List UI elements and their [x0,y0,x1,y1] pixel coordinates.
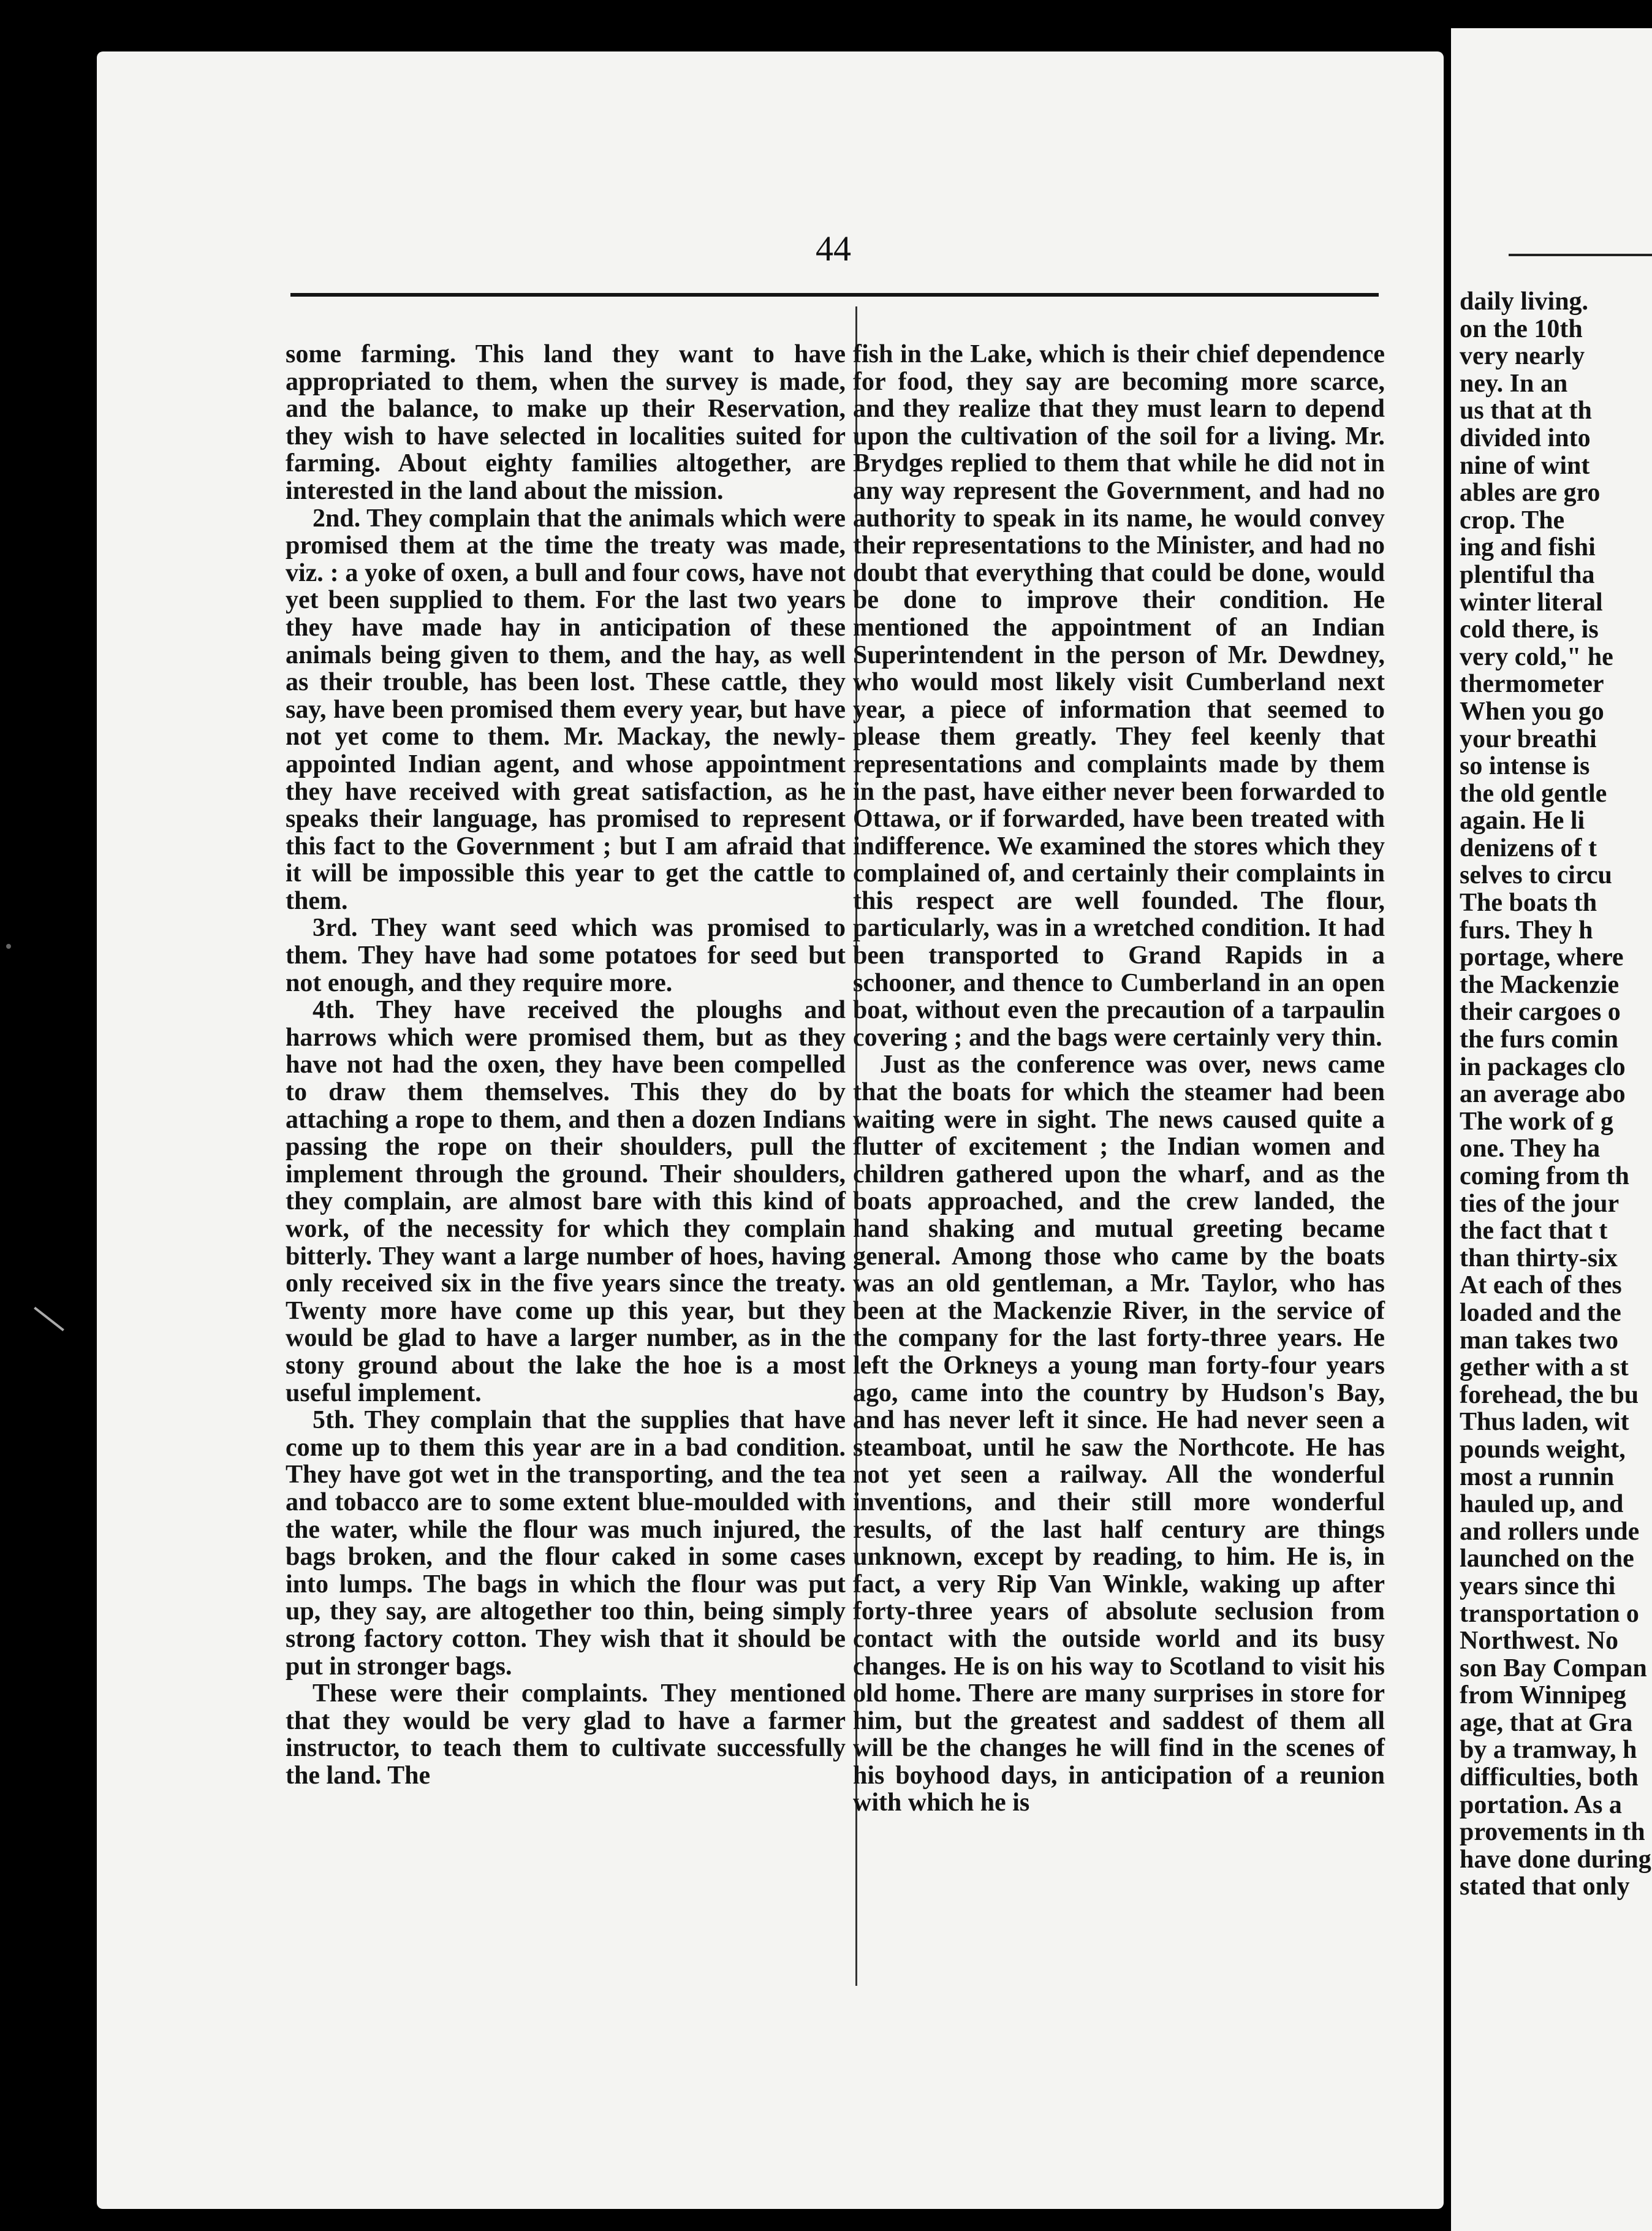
text-line: and rollers unde [1460,1517,1640,1546]
right-page-rule [1509,254,1652,256]
text-line: again. He li [1460,807,1585,835]
text-line: the furs comin [1460,1025,1618,1054]
paragraph: 3rd. They want seed which was promised to them. They have had some potatoes for seed but not enough, and they require more. [286,914,846,997]
paragraph: 2nd. They complain that the animals which were promised them at the time the treaty was made, viz. : a yoke of oxen, a bull and four cows, have not yet been supplied to them. For the last two years they have made hay in anticipation of these animals being given to them, and the hay, as well as their trouble, has been lost. These cattle, they say, have been promised them every year, but have not yet come to them. Mr. Mackay, the newly-appointed Indian agent, and whose appointment they have received with great satisfaction, as he speaks their language, has promised to represent this fact to the Government ; but I am afraid that it will be impossible this year to get the cattle to them. [286,504,846,915]
text-line: ing and fishi [1460,533,1596,562]
text-line: have done during [1460,1845,1651,1874]
text-line: The work of g [1460,1107,1613,1136]
middle-text-column [853,341,1385,1817]
header-rule [290,293,1379,297]
text-line: age, that at Gra [1460,1708,1633,1737]
margin-speck [6,944,11,949]
text-line: portage, where [1460,943,1624,972]
text-line: than thirty-six [1460,1244,1618,1272]
left-text-column [286,341,846,1789]
paragraph: 5th. They complain that the supplies that have come up to them this year are in a bad condition. They have got wet in the transporting, and the tea and tobacco are to some extent blue-moulded with the water, while the flour was much injured, the bags broken, and the flour caked in some cases into lumps. The bags in which the flour was put up, they say, are altogether too thin, being simply strong factory cotton. They wish that it should be put in stronger bags. [286,1406,846,1681]
text-line: launched on the [1460,1545,1634,1573]
text-line: loaded and the [1460,1298,1621,1327]
text-line: hauled up, and [1460,1490,1624,1519]
text-line: transportation o [1460,1599,1639,1628]
right-page-text-fragments [1460,288,1652,1901]
text-line: their cargoes o [1460,998,1621,1027]
text-line: divided into [1460,424,1591,452]
page-number: 44 [816,229,851,268]
text-line: The boats th [1460,889,1597,918]
text-line: ables are gro [1460,479,1601,507]
text-line: Northwest. No [1460,1627,1618,1655]
paragraph: fish in the Lake, which is their chief dependence for food, they say are becoming more scarce, and they realize that they must learn to depend upon the cultivation of the soil for a living. Mr. Brydges replied to them that while he did not in any way represent the Government, and had no authority to speak in its name, he would convey their representations to the Minister, and had no doubt that everything that could be done, would be done to improve their condition. He mentioned the appointment of an Indian Superintendent in the person of Mr. Dewdney, who would most likely visit Cumberland next year, a piece of information that seemed to please them greatly. They feel keenly that representations and complaints made by them in the past, have either never been forwarded to Ottawa, or if forwarded, have been treated with indifference. We examined the stores which they complained of, and certainly their complaints in this respect are well founded. The flour, particularly, was in a wretched condition. It had been transported to Grand Rapids in a schooner, and thence to Cumberland in an open boat, without even the precaution of a tarpaulin covering ; and the bags were certainly very thin. [853,340,1385,1052]
text-line: years since thi [1460,1572,1616,1600]
text-line: crop. The [1460,506,1565,534]
text-line: one. They ha [1460,1135,1601,1163]
text-line: denizens of t [1460,834,1597,862]
text-line: the fact that t [1460,1217,1608,1245]
text-line: very cold," he [1460,642,1613,671]
text-line: portation. As a [1460,1790,1622,1819]
text-line: gether with a st [1460,1353,1629,1382]
text-line: provements in th [1460,1818,1645,1847]
text-line: difficulties, both [1460,1763,1639,1792]
text-line: in packages clo [1460,1052,1626,1081]
paragraph: These were their complaints. They mentioned that they would be very glad to have a farmer instructor, to teach them to cultivate successfully the land. The [286,1679,846,1790]
text-line: nine of wint [1460,451,1590,480]
paragraph: Just as the conference was over, news came that the boats for which the steamer had been waiting were in sight. The news caused quite a flutter of excitement ; the Indian women and children gathered upon the wharf, and as the boats approached, and the crew landed, the hand shaking and mutual greeting became general. Among those who came by the boats was an old gentleman, a Mr. Taylor, who has been at the Mackenzie River, in the service of the company for the last forty-three years. He left the Orkneys a young man forty-four years ago, came into the country by Hudson's Bay, and has never left it since. He had never seen a steamboat, until he saw the Northcote. He has not yet seen a railway. All the wonderful inventions, and their still more wonderful results, of the last half century are things unknown, except by reading, to him. He is, in fact, a very Rip Van Winkle, waking up after forty-three years of absolute seclusion from contact with the outside world and its busy changes. He is on his way to Scotland to visit his old home. There are many surprises in store for him, but the greatest and saddest of them all will be the changes he will find in the scenes of his boyhood days, in anticipation of a reunion with which he is [853,1051,1385,1817]
text-line: daily living. [1460,288,1589,316]
paragraph: 4th. They have received the ploughs and harrows which were promised them, but as they have not had the oxen, they have been compelled to draw them themselves. This they do by attaching a rope to them, and then a dozen Indians passing the rope on their shoulders, pull the implement through the ground. Their shoulders, they complain, are almost bare with this kind of work, of the necessity for which they complain bitterly. They want a large number of hoes, having only received six in the five years since the treaty. Twenty more have come up this year, but they would be glad to have a larger number, as in the stony ground about the lake the hoe is a most useful implement. [286,996,846,1407]
text-line: the old gentle [1460,779,1607,808]
text-line: pounds weight, [1460,1435,1626,1464]
text-line: the Mackenzie [1460,970,1620,999]
text-line: us that at th [1460,397,1592,425]
margin-scratch [34,1307,64,1331]
text-line: cold there, is [1460,615,1599,644]
text-line: so intense is [1460,752,1590,781]
text-line: an average abo [1460,1080,1626,1109]
text-line: on the 10th [1460,314,1583,343]
text-line: son Bay Compan [1460,1654,1647,1682]
text-line: plentiful tha [1460,560,1595,589]
text-line: man takes two [1460,1326,1618,1355]
paragraph: some farming. This land they want to have appropriated to them, when the survey is made, and the balance, to make up their Reservation, they wish to have selected in localities suited for farming. About eighty families altogether, are interested in the land about the mission. [286,340,846,505]
text-line: When you go [1460,697,1604,726]
text-line: your breathi [1460,724,1597,753]
text-line: forehead, the bu [1460,1380,1639,1409]
text-line: At each of thes [1460,1271,1622,1300]
text-line: very nearly [1460,342,1585,371]
text-line: from Winnipeg [1460,1681,1626,1710]
text-line: thermometer [1460,670,1604,699]
text-line: stated that only [1460,1872,1630,1901]
text-line: selves to circu [1460,861,1612,890]
text-line: ney. In an [1460,369,1568,398]
text-line: most a runnin [1460,1462,1615,1491]
text-line: coming from th [1460,1162,1629,1190]
text-line: furs. They h [1460,916,1593,944]
text-line: Thus laden, wit [1460,1408,1629,1437]
text-line: ties of the jour [1460,1189,1620,1218]
text-line: by a tramway, h [1460,1736,1637,1765]
text-line: winter literal [1460,588,1603,617]
